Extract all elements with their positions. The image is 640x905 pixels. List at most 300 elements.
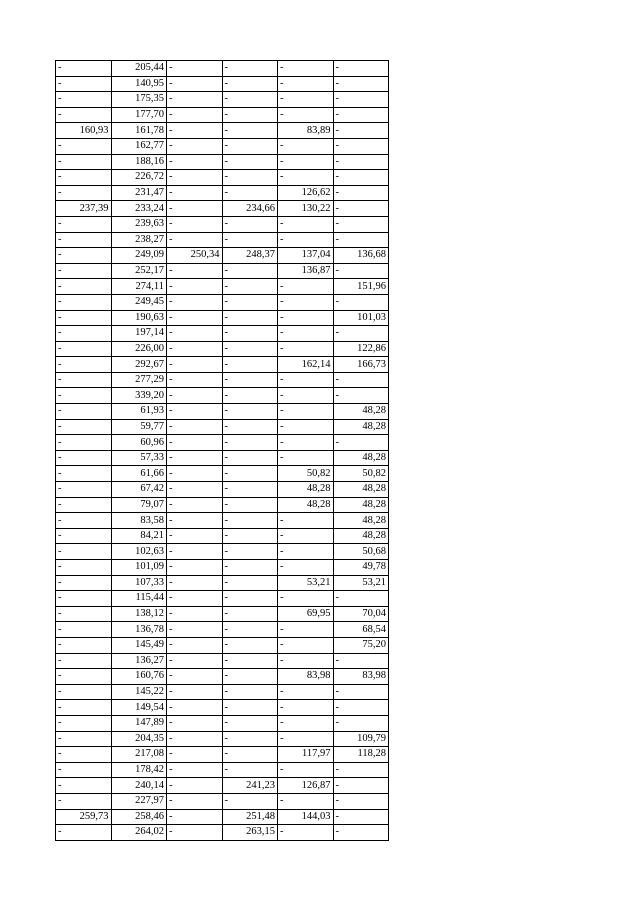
table-cell: 217,08 [111, 747, 167, 763]
table-cell: - [222, 715, 278, 731]
table-cell: - [56, 170, 112, 186]
table-cell: 241,23 [222, 778, 278, 794]
table-cell: - [56, 61, 112, 77]
table-cell: - [167, 123, 223, 139]
table-cell: 248,37 [222, 248, 278, 264]
table-cell: 162,14 [278, 357, 334, 373]
table-cell: - [278, 107, 334, 123]
table-cell: - [167, 294, 223, 310]
table-cell: - [222, 653, 278, 669]
table-cell: - [278, 715, 334, 731]
table-cell: 70,04 [333, 606, 389, 622]
table-cell: - [56, 637, 112, 653]
table-cell: - [222, 793, 278, 809]
table-cell: - [333, 201, 389, 217]
table-cell: 101,03 [333, 310, 389, 326]
table-cell: - [278, 232, 334, 248]
table-cell: - [222, 622, 278, 638]
table-row [56, 544, 389, 560]
table-row [56, 497, 389, 513]
table-cell: 126,87 [278, 778, 334, 794]
table-cell: - [56, 435, 112, 451]
table-cell: 117,97 [278, 747, 334, 763]
table-cell: - [333, 684, 389, 700]
table-cell: 102,63 [111, 544, 167, 560]
table-cell: - [167, 825, 223, 841]
table-cell: - [222, 185, 278, 201]
table-cell: - [278, 700, 334, 716]
table-row [56, 622, 389, 638]
table-cell: 75,20 [333, 637, 389, 653]
table-cell: - [278, 793, 334, 809]
table-row [56, 575, 389, 591]
table-row [56, 248, 389, 264]
table-cell: 107,33 [111, 575, 167, 591]
table-cell: - [278, 76, 334, 92]
table-cell: - [56, 715, 112, 731]
table-cell: - [333, 793, 389, 809]
table-cell: 205,44 [111, 61, 167, 77]
table-cell: 166,73 [333, 357, 389, 373]
table-cell: - [167, 466, 223, 482]
table-cell: - [167, 575, 223, 591]
table-row [56, 450, 389, 466]
table-cell: - [333, 778, 389, 794]
table-cell: 126,62 [278, 185, 334, 201]
table-cell: - [333, 92, 389, 108]
table-cell: - [56, 154, 112, 170]
table-body [56, 61, 389, 841]
table-cell: 60,96 [111, 435, 167, 451]
table-cell: - [333, 326, 389, 342]
table-row [56, 731, 389, 747]
table-cell: 57,33 [111, 450, 167, 466]
table-cell: 50,68 [333, 544, 389, 560]
table-row [56, 76, 389, 92]
table-cell: - [167, 482, 223, 498]
table-cell: - [56, 76, 112, 92]
table-cell: - [222, 466, 278, 482]
table-cell: - [333, 61, 389, 77]
table-cell: 144,03 [278, 809, 334, 825]
table-cell: - [56, 232, 112, 248]
table-cell: 136,87 [278, 263, 334, 279]
table-cell: - [222, 684, 278, 700]
table-cell: 50,82 [278, 466, 334, 482]
table-cell: - [56, 341, 112, 357]
table-cell: - [222, 294, 278, 310]
table-cell: - [222, 669, 278, 685]
table-cell: - [333, 762, 389, 778]
table-cell: - [222, 326, 278, 342]
table-row [56, 669, 389, 685]
table-cell: - [278, 419, 334, 435]
table-cell: 61,93 [111, 404, 167, 420]
table-cell: - [278, 61, 334, 77]
table-cell: - [167, 92, 223, 108]
table-row [56, 482, 389, 498]
table-cell: 259,73 [56, 809, 112, 825]
table-cell: - [222, 404, 278, 420]
table-row [56, 762, 389, 778]
table-cell: - [222, 731, 278, 747]
table-cell: 140,95 [111, 76, 167, 92]
table-cell: - [56, 747, 112, 763]
table-cell: 59,77 [111, 419, 167, 435]
table-cell: - [222, 310, 278, 326]
table-cell: 249,45 [111, 294, 167, 310]
table-cell: - [167, 326, 223, 342]
table-row [56, 123, 389, 139]
data-table [55, 60, 389, 841]
table-cell: - [167, 216, 223, 232]
table-cell: 115,44 [111, 591, 167, 607]
table-cell: - [278, 762, 334, 778]
table-cell: - [278, 326, 334, 342]
table-cell: 197,14 [111, 326, 167, 342]
table-cell: - [278, 294, 334, 310]
table-cell: - [56, 653, 112, 669]
table-cell: - [333, 294, 389, 310]
table-cell: - [333, 809, 389, 825]
table-cell: 48,28 [333, 404, 389, 420]
table-cell: 249,09 [111, 248, 167, 264]
table-cell: 226,00 [111, 341, 167, 357]
table-cell: 177,70 [111, 107, 167, 123]
table-cell: 233,24 [111, 201, 167, 217]
table-cell: - [222, 450, 278, 466]
table-cell: 277,29 [111, 372, 167, 388]
table-cell: - [222, 216, 278, 232]
table-cell: - [56, 326, 112, 342]
table-cell: 48,28 [333, 497, 389, 513]
table-cell: 118,28 [333, 747, 389, 763]
table-cell: - [278, 560, 334, 576]
table-row [56, 825, 389, 841]
table-cell: - [167, 544, 223, 560]
table-cell: - [56, 450, 112, 466]
table-cell: - [167, 419, 223, 435]
table-row [56, 372, 389, 388]
table-cell: 175,35 [111, 92, 167, 108]
table-cell: 161,78 [111, 123, 167, 139]
table-cell: 264,02 [111, 825, 167, 841]
table-row [56, 591, 389, 607]
table-cell: 48,28 [278, 482, 334, 498]
table-cell: 151,96 [333, 279, 389, 295]
table-cell: - [222, 591, 278, 607]
table-cell: - [56, 622, 112, 638]
table-cell: - [56, 700, 112, 716]
table-cell: - [167, 404, 223, 420]
table-cell: - [222, 107, 278, 123]
table-row [56, 606, 389, 622]
table-cell: - [333, 388, 389, 404]
table-cell: - [167, 793, 223, 809]
table-cell: - [167, 513, 223, 529]
table-cell: - [167, 809, 223, 825]
table-cell: - [222, 61, 278, 77]
table-cell: - [278, 684, 334, 700]
table-cell: - [333, 216, 389, 232]
table-cell: - [278, 622, 334, 638]
table-cell: - [333, 123, 389, 139]
table-cell: 67,42 [111, 482, 167, 498]
table-cell: 48,28 [333, 482, 389, 498]
table-cell: - [56, 731, 112, 747]
table-cell: - [167, 684, 223, 700]
table-cell: - [222, 92, 278, 108]
table-cell: - [56, 575, 112, 591]
table-cell: - [222, 435, 278, 451]
table-cell: 240,14 [111, 778, 167, 794]
table-cell: - [167, 76, 223, 92]
table-cell: 339,20 [111, 388, 167, 404]
table-cell: 48,28 [333, 528, 389, 544]
table-row [56, 185, 389, 201]
table-row [56, 357, 389, 373]
table-cell: - [278, 591, 334, 607]
table-cell: 138,12 [111, 606, 167, 622]
table-cell: 48,28 [333, 419, 389, 435]
table-row [56, 310, 389, 326]
table-cell: - [333, 138, 389, 154]
table-cell: - [278, 653, 334, 669]
table-cell: 83,98 [333, 669, 389, 685]
table-cell: - [56, 404, 112, 420]
table-cell: - [278, 637, 334, 653]
table-cell: - [333, 76, 389, 92]
table-cell: - [222, 341, 278, 357]
table-cell: 149,54 [111, 700, 167, 716]
table-cell: 136,68 [333, 248, 389, 264]
table-row [56, 216, 389, 232]
table-cell: - [333, 154, 389, 170]
table-cell: - [167, 591, 223, 607]
table-row [56, 294, 389, 310]
table-cell: - [222, 372, 278, 388]
table-cell: - [167, 357, 223, 373]
table-cell: - [333, 372, 389, 388]
table-cell: - [278, 450, 334, 466]
table-cell: - [56, 762, 112, 778]
table-cell: - [167, 185, 223, 201]
table-row [56, 61, 389, 77]
table-cell: - [222, 357, 278, 373]
table-row [56, 513, 389, 529]
table-row [56, 419, 389, 435]
table-cell: 190,63 [111, 310, 167, 326]
table-row [56, 715, 389, 731]
table-cell: - [222, 762, 278, 778]
table-cell: - [56, 528, 112, 544]
table-cell: - [333, 591, 389, 607]
table-cell: - [56, 513, 112, 529]
table-cell: 68,54 [333, 622, 389, 638]
table-cell: 204,35 [111, 731, 167, 747]
table-cell: 83,58 [111, 513, 167, 529]
table-cell: - [167, 637, 223, 653]
table-row [56, 700, 389, 716]
table-cell: 137,04 [278, 248, 334, 264]
table-cell: - [278, 435, 334, 451]
table-cell: 239,63 [111, 216, 167, 232]
table-cell: 83,89 [278, 123, 334, 139]
table-cell: - [167, 388, 223, 404]
table-cell: - [167, 341, 223, 357]
table-cell: - [167, 653, 223, 669]
table-cell: 136,27 [111, 653, 167, 669]
table-cell: - [56, 466, 112, 482]
table-cell: 53,21 [333, 575, 389, 591]
table-cell: - [222, 232, 278, 248]
table-cell: - [167, 138, 223, 154]
table-cell: 162,77 [111, 138, 167, 154]
table-cell: - [278, 388, 334, 404]
table-cell: - [278, 92, 334, 108]
table-cell: - [278, 825, 334, 841]
table-cell: - [222, 513, 278, 529]
table-cell: 237,39 [56, 201, 112, 217]
table-cell: 234,66 [222, 201, 278, 217]
table-cell: - [333, 653, 389, 669]
table-cell: 145,22 [111, 684, 167, 700]
table-cell: 238,27 [111, 232, 167, 248]
table-cell: - [222, 123, 278, 139]
table-cell: 263,15 [222, 825, 278, 841]
table-cell: - [56, 419, 112, 435]
table-cell: - [167, 372, 223, 388]
table-cell: 48,28 [278, 497, 334, 513]
table-cell: - [167, 107, 223, 123]
table-cell: - [222, 263, 278, 279]
table-cell: 188,16 [111, 154, 167, 170]
table-cell: - [333, 170, 389, 186]
table-cell: 83,98 [278, 669, 334, 685]
table-cell: - [56, 591, 112, 607]
table-cell: 160,93 [56, 123, 112, 139]
table-cell: - [56, 310, 112, 326]
table-cell: 49,78 [333, 560, 389, 576]
table-cell: - [278, 279, 334, 295]
table-cell: - [222, 747, 278, 763]
table-cell: - [56, 372, 112, 388]
table-row [56, 388, 389, 404]
table-cell: - [167, 606, 223, 622]
table-cell: - [56, 248, 112, 264]
table-cell: - [333, 700, 389, 716]
table-cell: - [167, 170, 223, 186]
table-cell: - [56, 138, 112, 154]
table-row [56, 809, 389, 825]
table-row [56, 138, 389, 154]
table-cell: - [56, 92, 112, 108]
table-cell: - [56, 544, 112, 560]
table-cell: - [278, 216, 334, 232]
table-cell: - [167, 310, 223, 326]
table-row [56, 92, 389, 108]
table-cell: - [222, 544, 278, 560]
table-cell: - [278, 372, 334, 388]
table-cell: - [222, 170, 278, 186]
table-cell: - [167, 435, 223, 451]
table-row [56, 154, 389, 170]
table-cell: - [167, 232, 223, 248]
table-cell: - [56, 279, 112, 295]
table-cell: - [167, 201, 223, 217]
table-cell: 79,07 [111, 497, 167, 513]
table-cell: - [56, 684, 112, 700]
table-cell: - [167, 622, 223, 638]
table-cell: - [56, 263, 112, 279]
table-cell: - [222, 76, 278, 92]
table-row [56, 637, 389, 653]
table-cell: - [222, 606, 278, 622]
table-cell: - [222, 560, 278, 576]
table-row [56, 684, 389, 700]
table-cell: 252,17 [111, 263, 167, 279]
table-cell: 292,67 [111, 357, 167, 373]
table-cell: 48,28 [333, 450, 389, 466]
table-cell: 147,89 [111, 715, 167, 731]
table-cell: - [222, 497, 278, 513]
table-cell: - [167, 560, 223, 576]
table-cell: - [56, 294, 112, 310]
table-cell: - [278, 170, 334, 186]
table-cell: - [333, 232, 389, 248]
table-cell: 274,11 [111, 279, 167, 295]
table-cell: - [56, 606, 112, 622]
table-cell: - [56, 357, 112, 373]
table-cell: - [56, 669, 112, 685]
table-cell: 178,42 [111, 762, 167, 778]
table-cell: 227,97 [111, 793, 167, 809]
table-cell: - [278, 154, 334, 170]
table-cell: - [333, 435, 389, 451]
table-cell: - [333, 825, 389, 841]
table-cell: - [167, 61, 223, 77]
table-cell: - [222, 637, 278, 653]
table-cell: - [56, 107, 112, 123]
table-cell: - [167, 715, 223, 731]
table-row [56, 653, 389, 669]
table-cell: - [56, 793, 112, 809]
table-cell: 160,76 [111, 669, 167, 685]
table-row [56, 263, 389, 279]
table-cell: - [56, 216, 112, 232]
table-row [56, 170, 389, 186]
table-cell: - [333, 263, 389, 279]
table-cell: - [167, 747, 223, 763]
table-row [56, 279, 389, 295]
table-cell: - [56, 778, 112, 794]
table-cell: 50,82 [333, 466, 389, 482]
table-cell: - [333, 185, 389, 201]
table-cell: - [222, 279, 278, 295]
table-cell: - [222, 154, 278, 170]
table-cell: 122,86 [333, 341, 389, 357]
table-cell: - [167, 669, 223, 685]
table-cell: - [222, 528, 278, 544]
table-cell: - [167, 762, 223, 778]
table-cell: - [56, 560, 112, 576]
table-cell: 130,22 [278, 201, 334, 217]
table-cell: - [222, 138, 278, 154]
table-cell: - [278, 138, 334, 154]
table-cell: - [167, 497, 223, 513]
table-cell: - [56, 497, 112, 513]
table-row [56, 778, 389, 794]
